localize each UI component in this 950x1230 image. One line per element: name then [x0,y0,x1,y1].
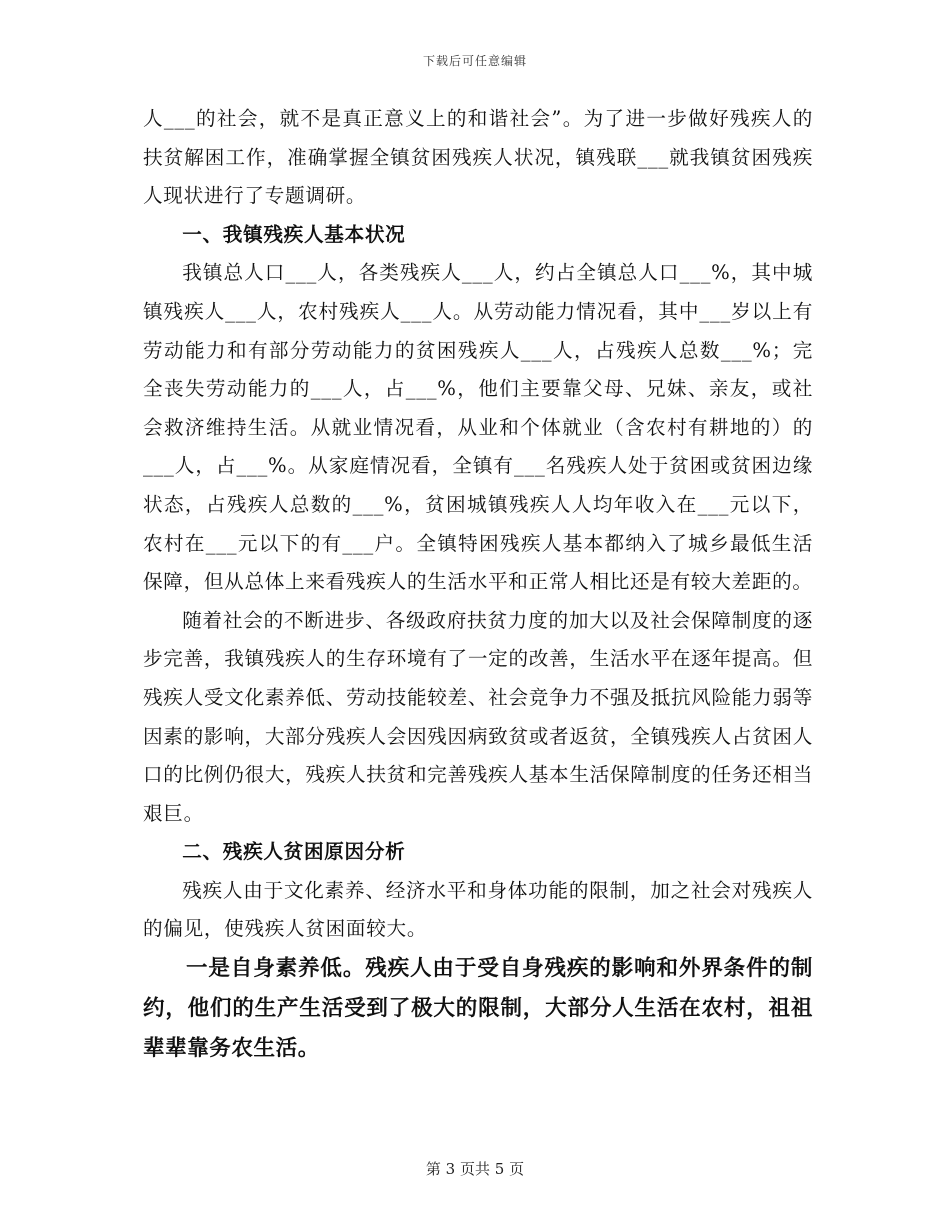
document-body [143,100,813,1069]
paragraph-social-progress: 随着社会的不断进步、各级政府扶贫力度的加大以及社会保障制度的逐步完善，我镇残疾人的生存环境有了一定的改善，生活水平在逐年提高。但残疾人受文化素养低、劳动技能较差、社会竞争力不强及抵抗风险能力弱等因素的影响，大部分残疾人会因残因病致贫或者返贫，全镇残疾人占贫困人口的比例仍很大，残疾人扶贫和完善残疾人基本生活保障制度的任务还相当艰巨。 [143,608,813,825]
paragraph-low-self-quality: 一是自身素养低。残疾人由于受自身残疾的影响和外界条件的制约，他们的生产生活受到了极大的限制，大部分人生活在农村，祖祖辈辈靠务农生活。 [143,956,813,1062]
section-heading-poverty-causes: 二、残疾人贫困原因分析 [182,840,406,864]
page-number-footer: 第 3 页共 5 页 [425,1160,525,1178]
paragraph-population-statistics: 我镇总人口___人，各类残疾人___人，约占全镇总人口___%，其中城镇残疾人___人，农村残疾人___人。从劳动能力情况看，其中___岁以上有劳动能力和有部分劳动能力的贫困残疾人___人，占残疾人总数___%；完全丧失劳动能力的___人，占___%，他们主要靠父母、兄妹、亲友，或社会救济维持生活。从就业情况看，从业和个体就业（含农村有耕地的）的___人，占___%。从家庭情况看，全镇有___名残疾人处于贫困或贫困边缘状态，占残疾人总数的___%，贫困城镇残疾人人均年收入在___元以下，农村在___元以下的有___户。全镇特困残疾人基本都纳入了城乡最低生活保障，但从总体上来看残疾人的生活水平和正常人相比还是有较大差距的。 [143,261,813,594]
page-header: 下载后可任意编辑 [422,54,527,68]
section-heading-basic-status: 一、我镇残疾人基本状况 [182,222,406,246]
paragraph-intro-continuation: 人___的社会，就不是真正意义上的和谐社会”。为了进一步做好残疾人的扶贫解困工作，准确掌握全镇贫困残疾人状况，镇残联___就我镇贫困残疾人现状进行了专题调研。 [143,107,813,208]
paragraph-poverty-overview: 残疾人由于文化素养、经济水平和身体功能的限制，加之社会对残疾人的偏见，使残疾人贫困面较大。 [143,878,813,941]
